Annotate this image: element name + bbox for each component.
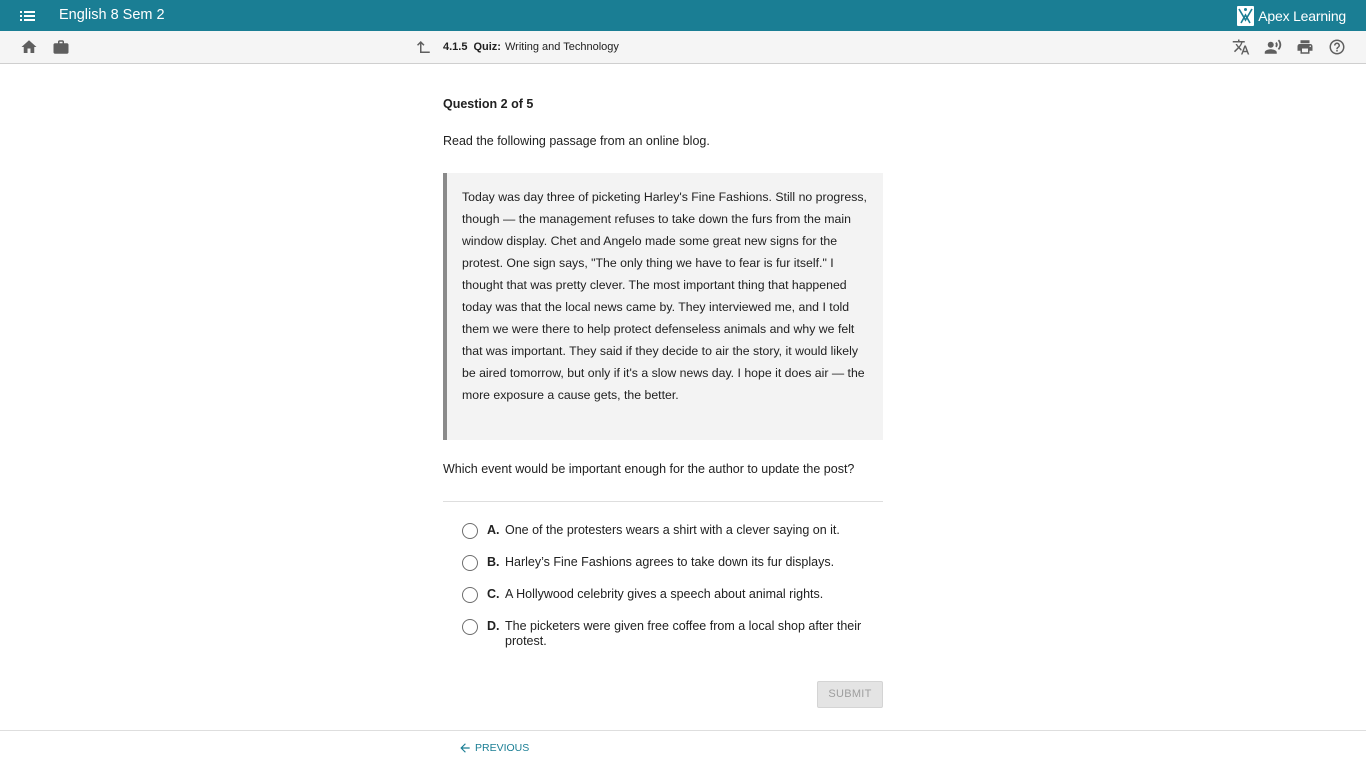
choice-a[interactable] — [462, 523, 883, 539]
lesson-number: 4.1.5 — [443, 41, 468, 53]
choice-letter: D. — [487, 619, 500, 633]
arrow-left-icon — [458, 741, 472, 755]
radio-button[interactable] — [462, 587, 478, 603]
blog-passage: Today was day three of picketing Harley's Fine Fashions. Still no progress, though — the management refuses to take down the furs from the main window display. Chet and Angelo made some great new signs for the protest. One sign says, "The only thing we have to fear is fur itself." I thought that was pretty clever. The most important thing that happened today was that the local news came by. They interviewed me, and I told them we were there to help protect defenseless animals and why we felt that was important. They said if they decide to air the story, it would likely be aired tomorrow, but only if it's a slow news day. I hope it does air — the more exposure a cause gets, the better. — [443, 173, 883, 440]
choice-c[interactable] — [462, 587, 883, 603]
radio-button[interactable] — [462, 555, 478, 571]
apex-logo-icon — [1237, 6, 1254, 26]
menu-icon[interactable] — [18, 7, 38, 25]
radio-button[interactable] — [462, 523, 478, 539]
text-to-speech-icon[interactable] — [1264, 38, 1282, 56]
choice-letter: B. — [487, 555, 500, 569]
choice-letter: C. — [487, 587, 500, 601]
briefcase-icon[interactable] — [52, 38, 70, 56]
choice-b[interactable] — [462, 555, 883, 571]
help-icon[interactable] — [1328, 38, 1346, 56]
brand-logo — [1237, 6, 1346, 26]
choice-text: Harley’s Fine Fashions agrees to take down its fur displays. — [505, 555, 835, 569]
previous-button[interactable] — [458, 741, 529, 755]
toolbar — [0, 31, 1366, 64]
previous-label: PREVIOUS — [475, 742, 530, 754]
breadcrumb — [443, 41, 619, 53]
home-icon[interactable] — [20, 38, 38, 56]
footer-divider — [0, 730, 1366, 731]
choice-d[interactable] — [462, 619, 883, 649]
choice-letter: A. — [487, 523, 500, 537]
question-instruction: Read the following passage from an online blog. — [443, 134, 710, 148]
translate-icon[interactable] — [1232, 38, 1250, 56]
divider — [443, 501, 883, 502]
arrow-up-left-icon[interactable] — [414, 38, 432, 56]
choice-text: The picketers were given free coffee from a local shop after their protest. — [505, 619, 862, 648]
activity-type: Quiz: — [473, 41, 501, 53]
question-heading: Question 2 of 5 — [443, 97, 534, 111]
radio-button[interactable] — [462, 619, 478, 635]
print-icon[interactable] — [1296, 38, 1314, 56]
choice-text: One of the protesters wears a shirt with a clever saying on it. — [505, 523, 840, 537]
activity-title: Writing and Technology — [504, 41, 619, 53]
choice-text: A Hollywood celebrity gives a speech about animal rights. — [505, 587, 824, 601]
brand-name: Apex Learning — [1258, 8, 1346, 24]
submit-button[interactable]: SUBMIT — [817, 681, 883, 708]
course-title: English 8 Sem 2 — [59, 7, 165, 23]
app-bar — [0, 0, 1366, 31]
question-prompt: Which event would be important enough for the author to update the post? — [443, 462, 855, 476]
